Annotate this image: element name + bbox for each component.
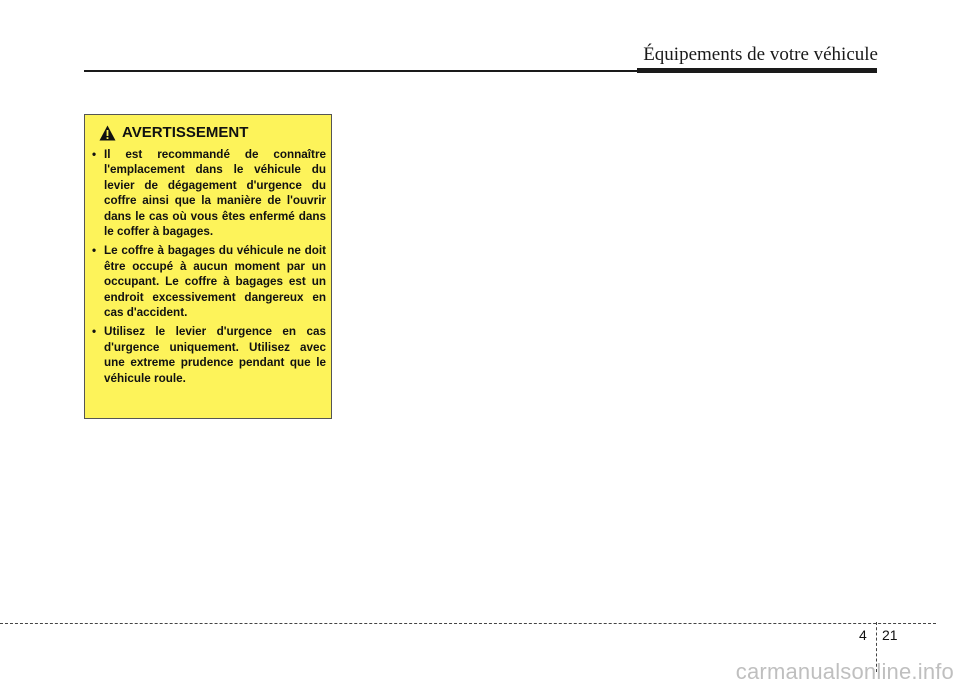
page-number: 21 (882, 627, 898, 643)
warning-list (92, 147, 326, 390)
warning-item (92, 243, 326, 320)
page-header-title: Équipements de votre véhicule (643, 44, 878, 65)
warning-item-text: Le coffre à bagages du véhicule ne doit être occupé à aucun moment par un occupant. Le coffre à bagages est un endroit excessivement dangereux en cas d'accident. (104, 244, 326, 320)
bullet-icon: • (92, 148, 97, 161)
chapter-number: 4 (859, 627, 867, 643)
bullet-icon: • (92, 244, 97, 258)
warning-heading (99, 124, 248, 141)
warning-item (92, 147, 326, 239)
header-divider-accent (637, 68, 877, 73)
bullet-icon: • (92, 325, 97, 339)
footer-divider (0, 623, 936, 624)
warning-title: AVERTISSEMENT (122, 124, 249, 141)
warning-item-text: Utilisez le levier d'urgence en cas d'urgence uniquement. Utilisez avec une extreme prudence pendant que le véhicule roule. (104, 325, 326, 385)
warning-item (92, 324, 326, 386)
warning-box (84, 114, 332, 419)
warning-triangle-icon (99, 125, 116, 141)
watermark: carmanualsonline.info (735, 659, 954, 684)
warning-item-text: Il est recommandé de connaître l'emplacement dans le véhicule du levier de dégagement d'urgence du coffre ainsi que la manière de l'ouvrir dans le cas où vous êtes enfermé dans le coffer à bagages. (104, 148, 326, 239)
